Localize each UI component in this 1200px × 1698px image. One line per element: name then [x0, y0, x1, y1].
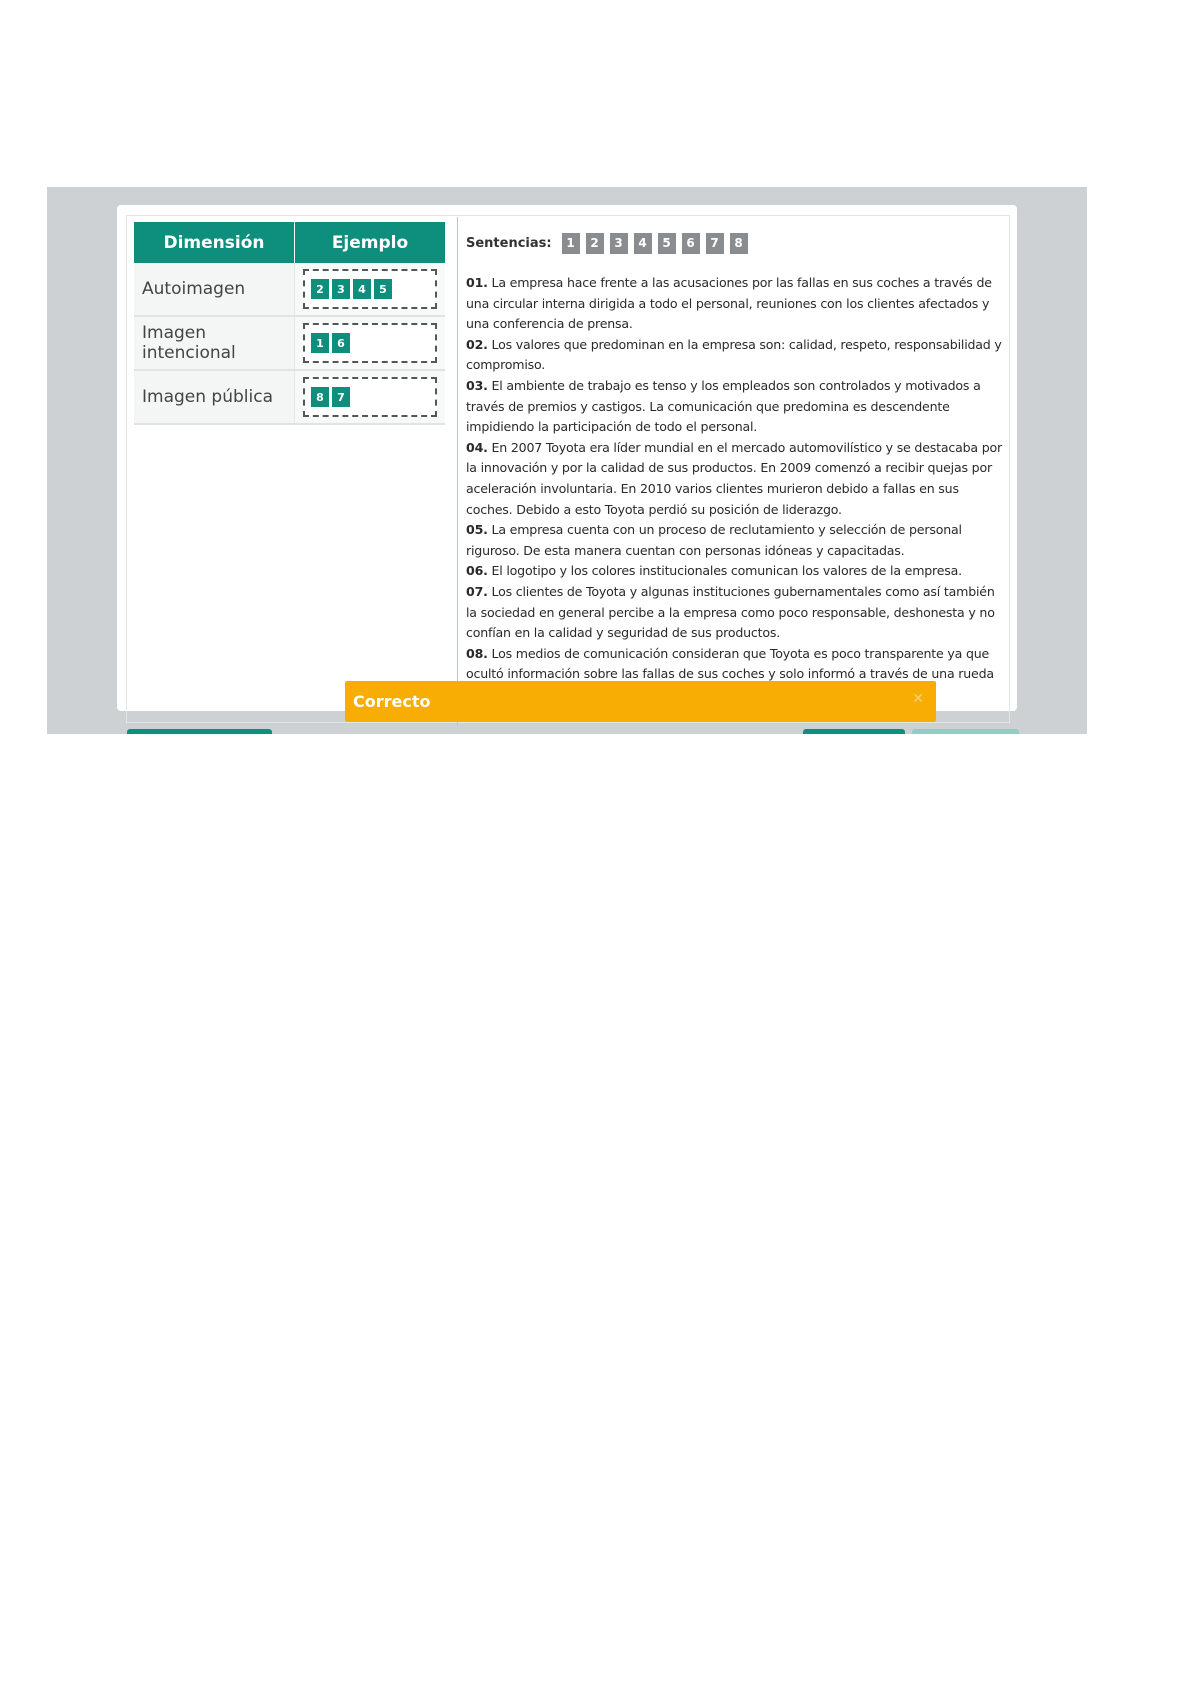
header-example: Ejemplo: [295, 222, 446, 263]
sentence-pool-chip[interactable]: 7: [706, 233, 724, 254]
sentence-number: 02.: [466, 336, 488, 352]
action-button-left[interactable]: [127, 729, 272, 734]
drop-zone-imagen-publica[interactable]: [303, 377, 437, 417]
sentence-item: [466, 335, 1002, 376]
sentences-panel: [466, 231, 1002, 705]
sentence-pool-chip[interactable]: 2: [586, 233, 604, 254]
sentence-chip[interactable]: 6: [332, 333, 350, 353]
dimension-name: Imagen pública: [134, 370, 295, 424]
sentence-pool-chip[interactable]: 5: [658, 233, 676, 254]
sentence-pool-chip[interactable]: 1: [562, 233, 580, 254]
sentence-number: 05.: [466, 522, 488, 538]
sentence-pool-chip[interactable]: 6: [682, 233, 700, 254]
sentence-text: Los medios de comunicación consideran que Toyota es poco transparente ya que ocultó información sobre las fallas de sus coches y solo informó a través de una rueda: [466, 645, 994, 682]
drop-zone-imagen-intencional[interactable]: [303, 323, 437, 363]
sentence-text: Los clientes de Toyota y algunas instituciones gubernamentales como así también la sociedad en general percibe a la empresa como poco responsable, deshonesta y no confían en la calidad y seguridad de sus productos.: [466, 583, 995, 641]
sentence-pool-chip[interactable]: 4: [634, 233, 652, 254]
screenshot-region: [47, 187, 1087, 734]
sentence-chip[interactable]: 7: [332, 387, 350, 407]
sentence-pool-chip[interactable]: 3: [610, 233, 628, 254]
sentence-chip[interactable]: 4: [353, 279, 371, 299]
sentence-chip[interactable]: 1: [311, 333, 329, 353]
sentences-label: Sentencias:: [466, 235, 552, 251]
toast-message: Correcto: [353, 692, 431, 711]
sentence-item: [466, 376, 1002, 438]
sentence-item: [466, 520, 1002, 561]
feedback-toast: [345, 681, 936, 722]
header-dimension: Dimensión: [134, 222, 295, 263]
dimension-name: Autoimagen: [134, 263, 295, 316]
action-button-right[interactable]: [912, 729, 1019, 734]
sentence-item: [466, 561, 1002, 582]
sentence-number: 08.: [466, 645, 488, 661]
column-divider: [457, 217, 458, 725]
action-button-middle[interactable]: [803, 729, 905, 734]
sentences-list: [466, 273, 1002, 705]
dimension-name: Imagen intencional: [134, 316, 295, 370]
sentence-text: La empresa cuenta con un proceso de reclutamiento y selección de personal riguroso. De esta manera cuentan con personas idóneas y capacitadas.: [466, 522, 962, 558]
sentence-number: 04.: [466, 439, 488, 455]
sentence-number: 06.: [466, 563, 488, 579]
sentence-number: 03.: [466, 377, 488, 393]
sentence-chip[interactable]: 5: [374, 279, 392, 299]
table-row: [134, 263, 445, 316]
sentence-pool-chip[interactable]: 8: [730, 233, 748, 254]
sentence-chip[interactable]: 8: [311, 387, 329, 407]
sentence-chip[interactable]: 3: [332, 279, 350, 299]
dimension-table: [134, 222, 445, 425]
table-row: [134, 316, 445, 370]
drop-zone-autoimagen[interactable]: [303, 269, 437, 309]
table-row: [134, 370, 445, 424]
sentence-text: En 2007 Toyota era líder mundial en el mercado automovilístico y se destacaba por la innovación y por la calidad de sus productos. En 2009 comenzó a recibir quejas por aceleración involuntaria. En 2010 varios clientes murieron debido a fallas en sus coches. Debido a esto Toyota perdió su posición de liderazgo.: [466, 439, 1003, 517]
sentence-item: [466, 438, 1002, 520]
close-icon[interactable]: ✕: [912, 691, 924, 707]
sentence-item: [466, 582, 1002, 644]
activity-card: [117, 205, 1017, 711]
sentence-text: El logotipo y los colores institucionales comunican los valores de la empresa.: [487, 563, 962, 579]
sentence-text: El ambiente de trabajo es tenso y los empleados son controlados y motivados a través de premios y castigos. La comunicación que predomina es descendente impidiendo la participación de todo el personal.: [466, 377, 981, 435]
sentence-text: La empresa hace frente a las acusaciones por las fallas en sus coches a través de una circular interna dirigida a todo el personal, reuniones con los clientes afectados y una conferencia de prensa.: [466, 275, 992, 332]
sentence-chip[interactable]: 2: [311, 279, 329, 299]
sentence-item: [466, 273, 1002, 335]
sentence-number: 07.: [466, 583, 488, 599]
sentence-text: Los valores que predominan en la empresa son: calidad, respeto, responsabilidad y compromiso.: [466, 336, 1002, 373]
sentence-number: 01.: [466, 275, 488, 290]
sentences-bar: [466, 231, 1002, 255]
